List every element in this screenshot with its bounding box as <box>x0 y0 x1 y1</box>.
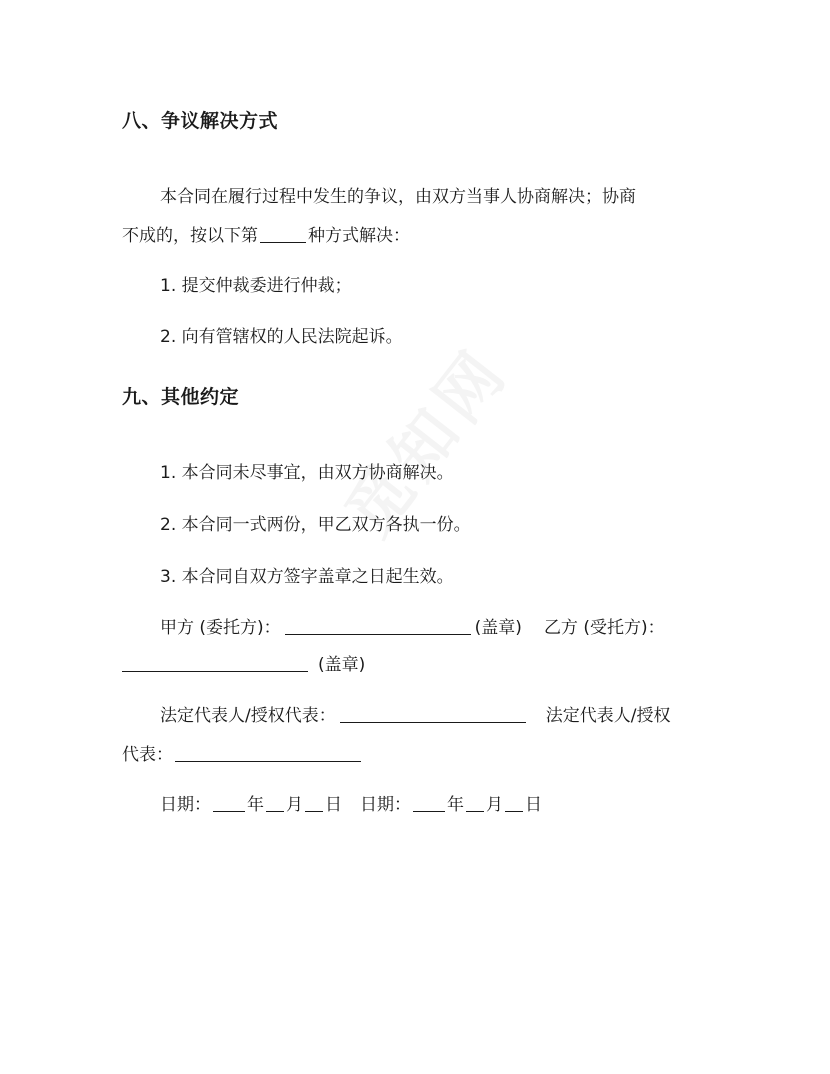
party-a-month-blank[interactable] <box>266 794 284 812</box>
party-b-rep-label-part2: 代表： <box>122 745 173 765</box>
dispute-paragraph-line1: 本合同在履行过程中发生的争议，由双方当事人协商解决；协商 <box>160 187 636 207</box>
dispute-paragraph-line2 <box>122 225 410 247</box>
party-b-day-label: 日 <box>525 795 542 815</box>
party-a-year-label: 年 <box>247 795 264 815</box>
party-a-rep-label: 法定代表人/授权代表： <box>160 706 336 726</box>
party-b-date-label: 日期： <box>360 795 411 815</box>
party-a-date-label: 日期： <box>160 795 211 815</box>
dispute-choice-suffix: 种方式解决： <box>308 226 410 246</box>
section-heading-other: 九、其他约定 <box>122 386 240 408</box>
party-a-day-blank[interactable] <box>305 794 323 812</box>
section-heading-dispute: 八、争议解决方式 <box>122 110 279 132</box>
party-a-seal: (盖章) <box>474 618 522 638</box>
dispute-option-court: 2. 向有管辖权的人民法院起诉。 <box>160 327 403 347</box>
party-b-year-label: 年 <box>447 795 464 815</box>
party-b-year-blank[interactable] <box>413 794 445 812</box>
party-b-seal: (盖章) <box>318 655 366 675</box>
party-b-label: 乙方 (受托方)： <box>543 618 665 638</box>
party-a-signature-blank[interactable] <box>285 617 471 635</box>
party-a-label: 甲方 (委托方)： <box>160 618 281 638</box>
party-a-day-label: 日 <box>325 795 342 815</box>
rep-line-1 <box>160 705 670 727</box>
dispute-option-arbitration: 1. 提交仲裁委进行仲裁； <box>160 276 352 296</box>
party-b-signature-line <box>122 654 365 676</box>
party-b-day-blank[interactable] <box>505 794 523 812</box>
party-a-rep-blank[interactable] <box>340 705 526 723</box>
party-a-year-blank[interactable] <box>213 794 245 812</box>
party-b-rep-blank[interactable] <box>175 744 361 762</box>
rep-line-2 <box>122 744 365 766</box>
party-b-rep-label-part1: 法定代表人/授权 <box>545 706 671 726</box>
party-b-month-label: 月 <box>486 795 503 815</box>
party-a-signature-line <box>160 617 665 639</box>
method-number-blank[interactable] <box>260 225 306 243</box>
other-item-2: 2. 本合同一式两份，甲乙双方各执一份。 <box>160 515 471 535</box>
other-item-1: 1. 本合同未尽事宜，由双方协商解决。 <box>160 463 454 483</box>
other-item-3: 3. 本合同自双方签字盖章之日起生效。 <box>160 567 454 587</box>
dispute-choice-prefix: 不成的，按以下第 <box>122 226 258 246</box>
date-line <box>160 794 542 816</box>
party-a-month-label: 月 <box>286 795 303 815</box>
party-b-month-blank[interactable] <box>466 794 484 812</box>
party-b-signature-blank[interactable] <box>122 654 308 672</box>
